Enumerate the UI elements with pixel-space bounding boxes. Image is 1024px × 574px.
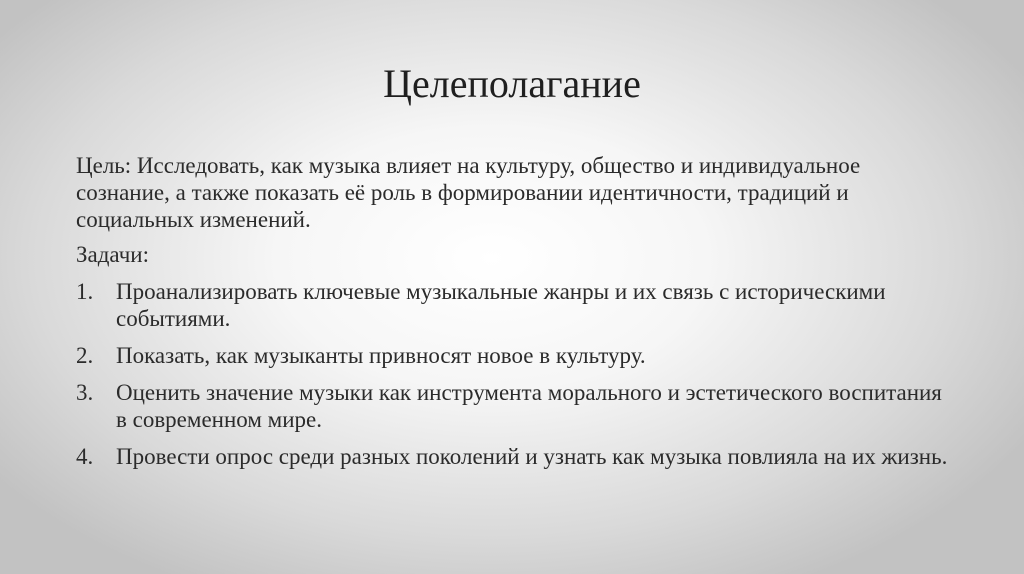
- task-item: [76, 443, 956, 470]
- task-number: 3.: [76, 380, 94, 405]
- task-text: Провести опрос среди разных поколений и узнать как музыка повлияла на их жизнь.: [116, 444, 948, 469]
- task-number: 2.: [76, 343, 94, 368]
- task-list: [76, 278, 956, 470]
- goal-text: Цель: Исследовать, как музыка влияет на культуру, общество и индивидуальное сознание, а также показать её роль в формировании идентичности, традиций и социальных изменений.: [76, 153, 861, 232]
- slide-body: [76, 152, 956, 480]
- task-number: 1.: [76, 279, 94, 304]
- task-text: Проанализировать ключевые музыкальные жанры и их связь с историческими событиями.: [116, 279, 886, 331]
- tasks-heading: Задачи:: [76, 242, 149, 267]
- task-text: Оценить значение музыки как инструмента морального и эстетического воспитания в современном мире.: [116, 380, 942, 432]
- task-text: Показать, как музыканты привносят новое в культуру.: [116, 343, 646, 368]
- task-number: 4.: [76, 444, 94, 469]
- task-item: [76, 342, 956, 369]
- slide-title: Целеполагание: [383, 61, 641, 106]
- task-item: [76, 278, 956, 332]
- task-item: [76, 379, 956, 433]
